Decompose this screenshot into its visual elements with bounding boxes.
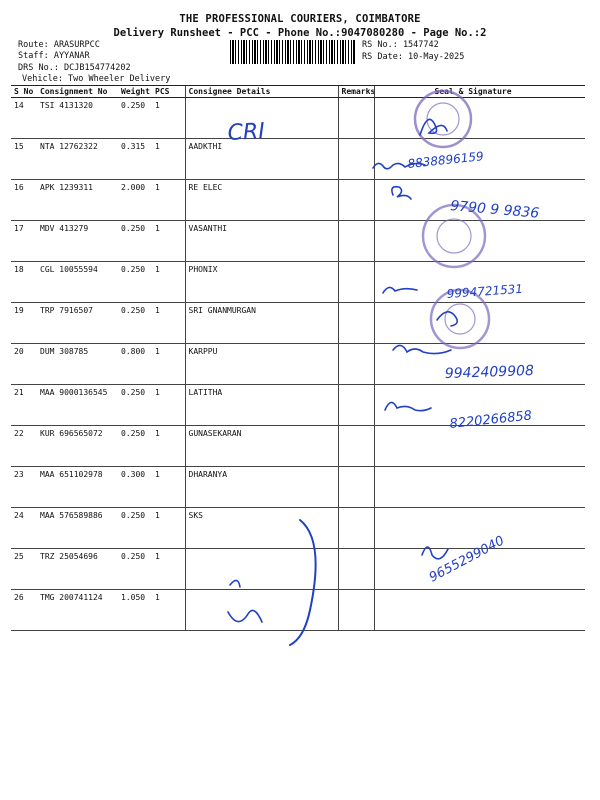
weight-cell: 0.250 [118,303,152,344]
col-consignee-header: Consignee Details [185,86,338,98]
consignment-cell: NTA 12762322 [37,139,118,180]
hand-phone-row15: 8838896159 [406,149,485,171]
weight-cell: 0.315 [118,139,152,180]
weight-cell: 0.250 [118,549,152,590]
consignee-cell: GUNASEKARAN [185,426,338,467]
weight-cell: 1.050 [118,590,152,631]
consignment-cell: MAA 651102978 [37,467,118,508]
sno-cell: 23 [11,467,37,508]
sno-cell: 16 [11,180,37,221]
consignment-cell: TRP 7916507 [37,303,118,344]
weight-cell: 0.250 [118,385,152,426]
pcs-cell: 1 [152,262,185,303]
consignment-cell: MAA 9000136545 [37,385,118,426]
pcs-cell: 1 [152,344,185,385]
consignment-cell: DUM 308785 [37,344,118,385]
pcs-cell: 1 [152,180,185,221]
weight-cell: 0.250 [118,508,152,549]
pcs-cell: 1 [152,139,185,180]
consignment-cell: TMG 200741124 [37,590,118,631]
rs-date: RS Date: 10-May-2025 [362,52,465,62]
pcs-cell: 1 [152,467,185,508]
col-weight-header: Weight [118,86,152,98]
weight-cell: 0.250 [118,426,152,467]
sno-cell: 18 [11,262,37,303]
hand-phone-row25: 9655299040 [426,533,507,586]
consignment-cell: KUR 696565072 [37,426,118,467]
consignee-cell: KARPPU [185,344,338,385]
sno-cell: 20 [11,344,37,385]
weight-cell: 0.250 [118,98,152,139]
hand-phone-row18: 9994721531 [446,281,524,301]
col-pcs-header: PCS [152,86,185,98]
pcs-cell: 1 [152,426,185,467]
col-seal-header: Seal & Signature [374,86,585,98]
consignee-cell: DHARANYA [185,467,338,508]
weight-cell: 0.300 [118,467,152,508]
pcs-cell: 1 [152,385,185,426]
col-consignment-header: Consignment No [37,86,118,98]
sno-cell: 14 [11,98,37,139]
pcs-cell: 1 [152,590,185,631]
weight-cell: 2.000 [118,180,152,221]
consignee-cell: VASANTHI [185,221,338,262]
consignment-cell: MDV 413279 [37,221,118,262]
weight-cell: 0.250 [118,221,152,262]
company-title: THE PROFESSIONAL COURIERS, COIMBATORE [179,13,421,25]
weight-cell: 0.250 [118,262,152,303]
sno-cell: 19 [11,303,37,344]
consignment-cell: TSI 4131320 [37,98,118,139]
consignment-cell: MAA 576589886 [37,508,118,549]
sno-cell: 17 [11,221,37,262]
sno-cell: 26 [11,590,37,631]
consignee-cell: LATITHA [185,385,338,426]
consignment-cell: TRZ 25054696 [37,549,118,590]
rs-number: RS No.: 1547742 [362,40,439,50]
hand-phone-row21: 8220266858 [448,408,533,432]
vehicle-label: Vehicle: Two Wheeler Delivery [22,74,171,84]
col-remarks-header: Remarks [338,86,374,98]
sno-cell: 22 [11,426,37,467]
consignee-cell: RE ELEC [185,180,338,221]
pcs-cell: 1 [152,549,185,590]
sno-cell: 24 [11,508,37,549]
hand-phone-row20: 9942409908 [444,362,535,382]
consignee-cell: SRI GNANMURGAN [185,303,338,344]
pcs-cell: 1 [152,221,185,262]
sno-cell: 15 [11,139,37,180]
consignment-cell: APK 1239311 [37,180,118,221]
hand-phone-row16: 9790 9 9836 [449,198,540,222]
pcs-cell: 1 [152,98,185,139]
consignee-cell: SKS [185,508,338,549]
drs-label: DRS No.: DCJB154774202 [18,63,131,73]
sno-cell: 21 [11,385,37,426]
hand-note-cri: CRI [227,119,266,146]
route-label: Route: ARASURPCC [18,40,100,50]
col-sno-header: S No [11,86,37,98]
consignment-cell: CGL 10055594 [37,262,118,303]
sno-cell: 25 [11,549,37,590]
consignee-cell: AADKTHI [185,139,338,180]
runsheet-subtitle: Delivery Runsheet - PCC - Phone No.:9047080280 - Page No.:2 [113,27,487,39]
consignee-cell: PHONIX [185,262,338,303]
pcs-cell: 1 [152,303,185,344]
staff-label: Staff: AYYANAR [18,51,90,61]
weight-cell: 0.800 [118,344,152,385]
pcs-cell: 1 [152,508,185,549]
